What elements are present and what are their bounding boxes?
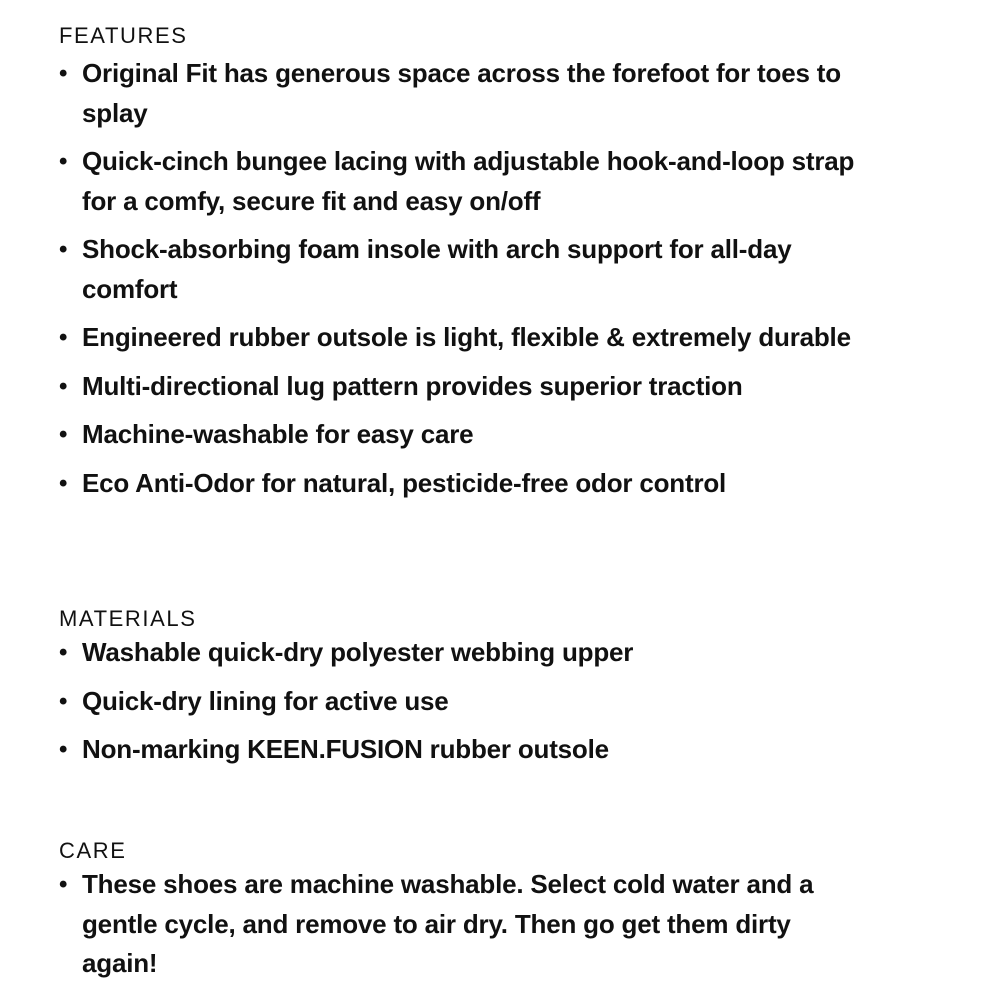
list-item-text: Machine-washable for easy care — [82, 419, 474, 449]
bullet-icon: • — [59, 469, 68, 497]
bullet-icon: • — [59, 372, 68, 400]
list-item-text: Quick-cinch bungee lacing with adjustable hook-and-loop strap for a comfy, secure fit and easy on/off — [82, 146, 855, 216]
bullet-icon: • — [59, 639, 68, 666]
list-item-text: These shoes are machine washable. Select cold water and a gentle cycle, and remove to air dry. Then go get them dirty again! — [82, 869, 814, 978]
bullet-icon: • — [59, 421, 68, 448]
bullet-icon: • — [59, 687, 68, 715]
list-item — [59, 230, 862, 309]
bullet-icon: • — [59, 60, 68, 87]
list-item — [59, 415, 862, 455]
list-item — [59, 464, 862, 504]
bullet-icon: • — [59, 324, 68, 351]
materials-heading: MATERIALS — [59, 606, 197, 631]
list-item-text: Multi-directional lug pattern provides superior traction — [82, 370, 743, 401]
features-heading: FEATURES — [59, 23, 188, 48]
list-item — [59, 367, 862, 407]
bullet-icon: • — [59, 236, 68, 263]
list-item-text: Original Fit has generous space across the forefoot for toes to splay — [82, 58, 841, 128]
care-section — [59, 837, 859, 993]
list-item — [59, 865, 862, 984]
list-item — [59, 54, 862, 133]
list-item — [59, 318, 862, 358]
bullet-icon: • — [59, 871, 68, 898]
list-item-text: Eco Anti-Odor for natural, pesticide-free odor control — [82, 467, 727, 498]
materials-list — [59, 633, 859, 770]
bullet-icon: • — [59, 148, 68, 175]
list-item-text: Shock-absorbing foam insole with arch support for all-day comfort — [82, 234, 792, 304]
list-item — [59, 682, 862, 722]
care-list — [59, 865, 859, 984]
list-item-text: Quick-dry lining for active use — [82, 685, 449, 716]
bullet-icon: • — [59, 736, 68, 763]
list-item-text: Washable quick-dry polyester webbing upper — [82, 637, 634, 667]
features-list — [59, 54, 859, 503]
care-heading: CARE — [59, 838, 127, 863]
materials-section — [59, 605, 859, 779]
list-item — [59, 730, 862, 770]
list-item-text: Non-marking KEEN.FUSION rubber outsole — [82, 734, 609, 764]
features-section — [59, 22, 859, 512]
list-item — [59, 142, 862, 221]
list-item — [59, 633, 862, 673]
list-item-text: Engineered rubber outsole is light, flexible & extremely durable — [82, 322, 851, 352]
